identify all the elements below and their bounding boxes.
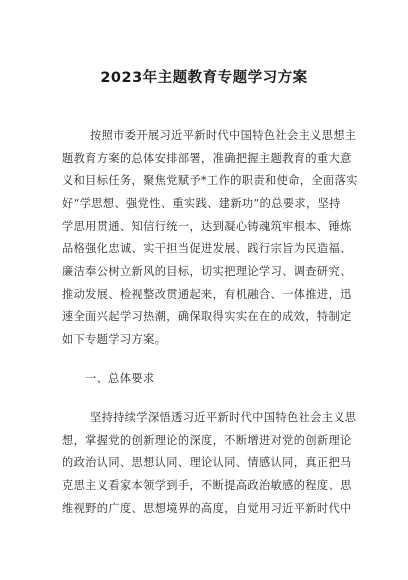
- paragraph-1-line-4: 好“学思想、强党性、重实践、建新功”的总要求，坚持: [62, 197, 341, 210]
- paragraph-1-line-8: 推动发展、检视整改贯通起来，有机融合、一体推进，迅: [62, 288, 352, 301]
- document-title: 2023年主题教育专题学习方案: [100, 70, 308, 86]
- paragraph-2-line-1: 坚持持续学深悟透习近平新时代中国特色社会主义思: [90, 411, 357, 424]
- paragraph-2-line-2: 想，掌握党的创新理论的深度，不断增进对党的创新理论: [62, 434, 352, 447]
- paragraph-1-line-3: 义和目标任务，聚焦党赋予*工作的职责和使命，全面落实: [62, 174, 358, 187]
- section-heading-general-requirements: 一、总体要求: [85, 372, 155, 385]
- paragraph-2-line-4: 克思主义看家本领学到手，不断提高政治敏感的程度、思: [62, 479, 352, 492]
- paragraph-1-line-10: 如下专题学习方案。: [62, 333, 167, 346]
- paragraph-2-line-5: 维视野的广度、思想境界的高度，自觉用习近平新时代中: [62, 502, 352, 515]
- paragraph-1-line-1: 按照市委开展习近平新时代中国特色社会主义思想主: [90, 129, 357, 142]
- paragraph-1-line-2: 题教育方案的总体安排部署，准确把握主题教育的重大意: [62, 152, 352, 165]
- paragraph-2-line-3: 的政治认同、思想认同、理论认同、情感认同，真正把马: [62, 456, 352, 469]
- paragraph-1-line-9: 速全面兴起学习热潮，确保取得实实在在的成效，特制定: [62, 310, 352, 323]
- paragraph-1-line-7: 廉洁奉公树立新风的目标，切实把理论学习、调查研究、: [62, 265, 352, 278]
- paragraph-1-line-6: 品格强化忠诚、实干担当促进发展、践行宗旨为民造福、: [62, 242, 352, 255]
- paragraph-1-line-5: 学思用贯通、知信行统一，达到凝心铸魂筑牢根本、锤炼: [62, 220, 352, 233]
